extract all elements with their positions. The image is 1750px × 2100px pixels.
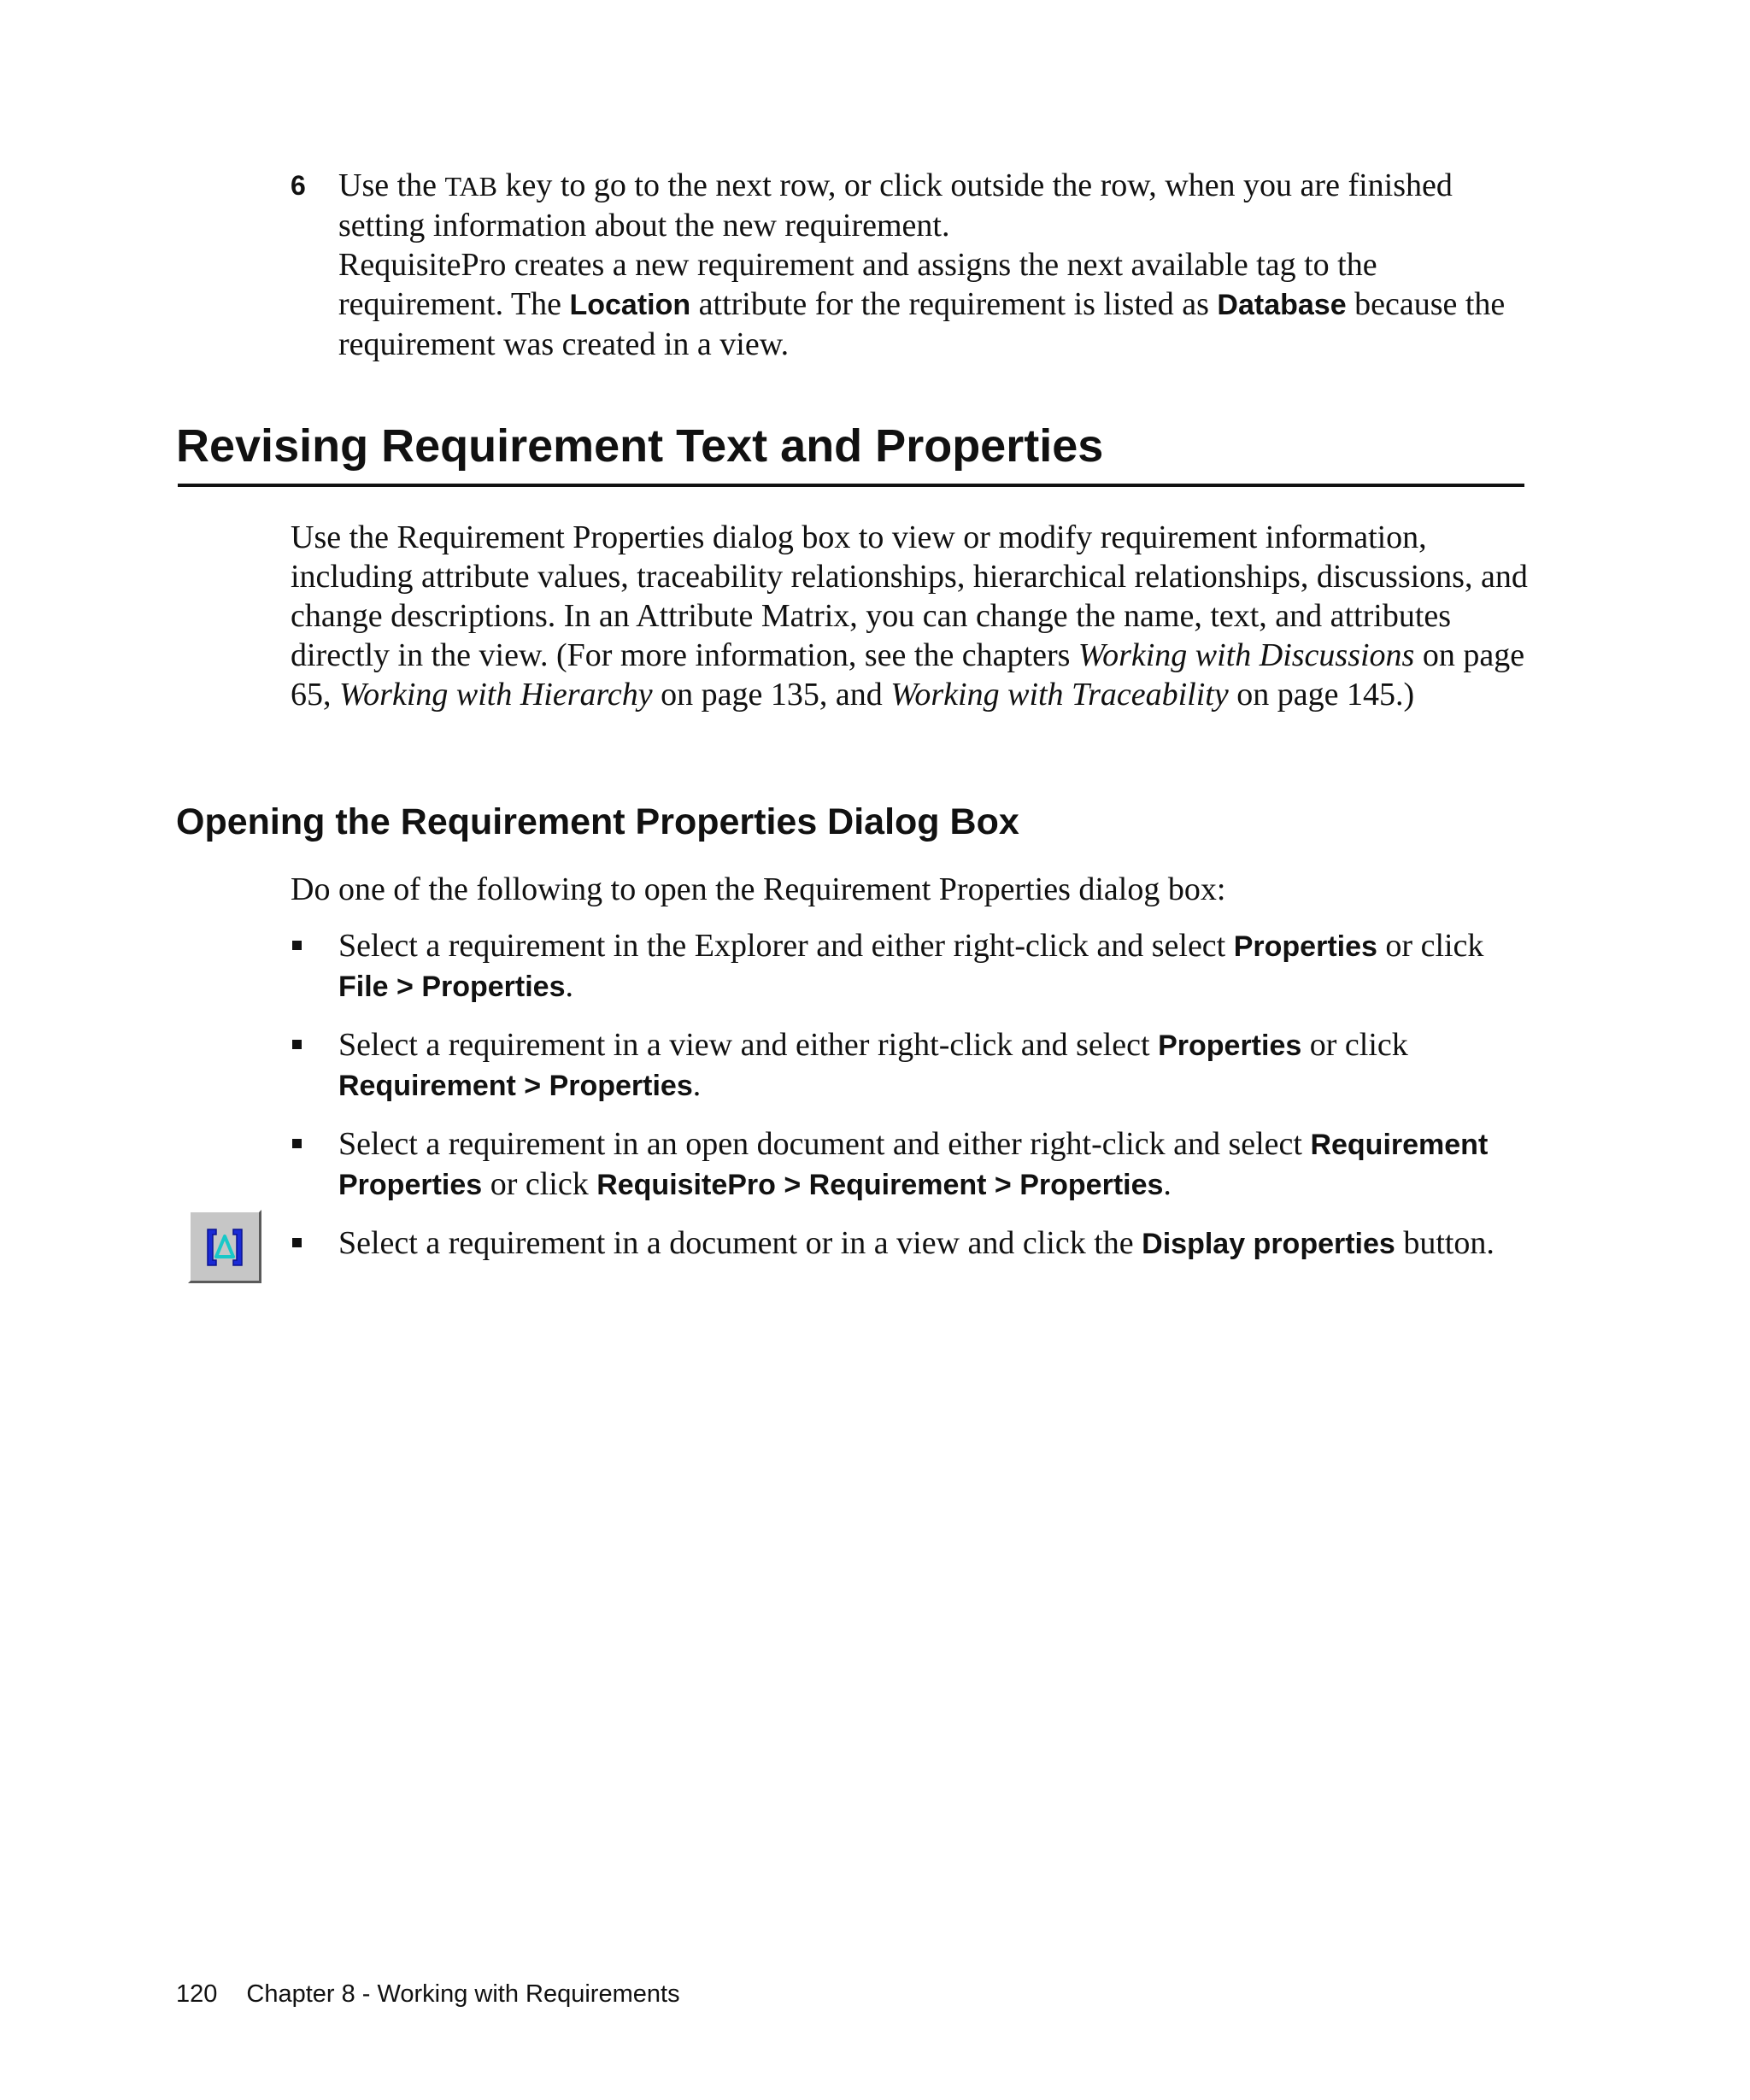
item-text: Select a requirement in an open document and either right-click and select [338,1126,1311,1162]
bullet-list [291,926,1530,1282]
item-text: or click [1301,1027,1408,1063]
step-number: 6 [291,170,306,201]
bullet-icon [292,1139,302,1148]
item-text: or click [482,1166,597,1202]
section-heading: Revising Requirement Text and Properties [176,420,1104,472]
item-text: or click [1377,928,1484,964]
subsection-heading: Opening the Requirement Properties Dialog Box [176,801,1019,842]
step-instruction [338,166,1521,245]
page-number: 120 [176,1980,218,2008]
step-text: key to go to the next row, or click outside the row, when you are finished setting information about the new requirement. [338,167,1453,243]
ui-label: Properties [1233,930,1377,963]
intro-text: on page 65, [291,637,1525,713]
bullet-icon [292,941,302,950]
ui-label-location: Location [569,289,691,321]
heading-rule [178,484,1524,487]
display-properties-icon [199,1221,250,1272]
cross-reference[interactable]: Working with Traceability [890,677,1229,713]
list-item [291,926,1530,1006]
result-text: attribute for the requirement is listed as [690,286,1218,322]
intro-text: on page 135, and [652,677,891,713]
step-6 [291,166,1521,364]
ui-label-database: Database [1217,289,1347,321]
step-result [338,245,1521,364]
list-item [291,1025,1530,1106]
intro-text: on page 145.) [1228,677,1415,713]
display-properties-button[interactable] [188,1210,261,1283]
ui-label: Properties [1158,1029,1302,1062]
result-text: RequisitePro creates a new requirement and assigns the next available tag to the requirement. The [338,247,1377,322]
item-text: Select a requirement in the Explorer and either right-click and select [338,928,1234,964]
ui-label: File > Properties [338,971,566,1003]
ui-label: Requirement > Properties [338,1070,693,1102]
ui-label: RequisitePro > Requirement > Properties [596,1169,1164,1201]
item-text: Select a requirement in a document or in a view and click the [338,1225,1142,1261]
item-text: . [692,1067,702,1103]
step-text: Use the [338,167,445,203]
subsection-lead: Do one of the following to open the Requirement Properties dialog box: [291,871,1226,907]
item-text: . [565,968,573,1004]
ui-label: Requirement Properties [338,1129,1489,1201]
cross-reference[interactable]: Working with Hierarchy [339,677,653,713]
item-text: . [1163,1166,1172,1202]
result-text: because the requirement was created in a view. [338,286,1506,362]
bullet-icon [292,1040,302,1049]
bullet-icon [292,1238,302,1247]
list-item [291,1223,1530,1264]
cross-reference[interactable]: Working with Discussions [1078,637,1415,673]
key-name: TAB [444,171,497,202]
chapter-title: Chapter 8 - Working with Requirements [246,1980,680,2008]
intro-text: Use the Requirement Properties dialog box to view or modify requirement information, including attribute values, traceability relationships, hierarchical relationships, discussions, and change descriptions. In an Attribute Matrix, you can change the name, text, and attributes directly in the view. (For more information, see the chapters [291,519,1528,673]
list-item [291,1124,1530,1205]
page-footer [176,1979,680,2009]
item-text: Select a requirement in a view and either right-click and select [338,1027,1159,1063]
ui-label: Display properties [1142,1228,1395,1260]
item-text: button. [1395,1225,1495,1261]
intro-paragraph [291,518,1530,714]
